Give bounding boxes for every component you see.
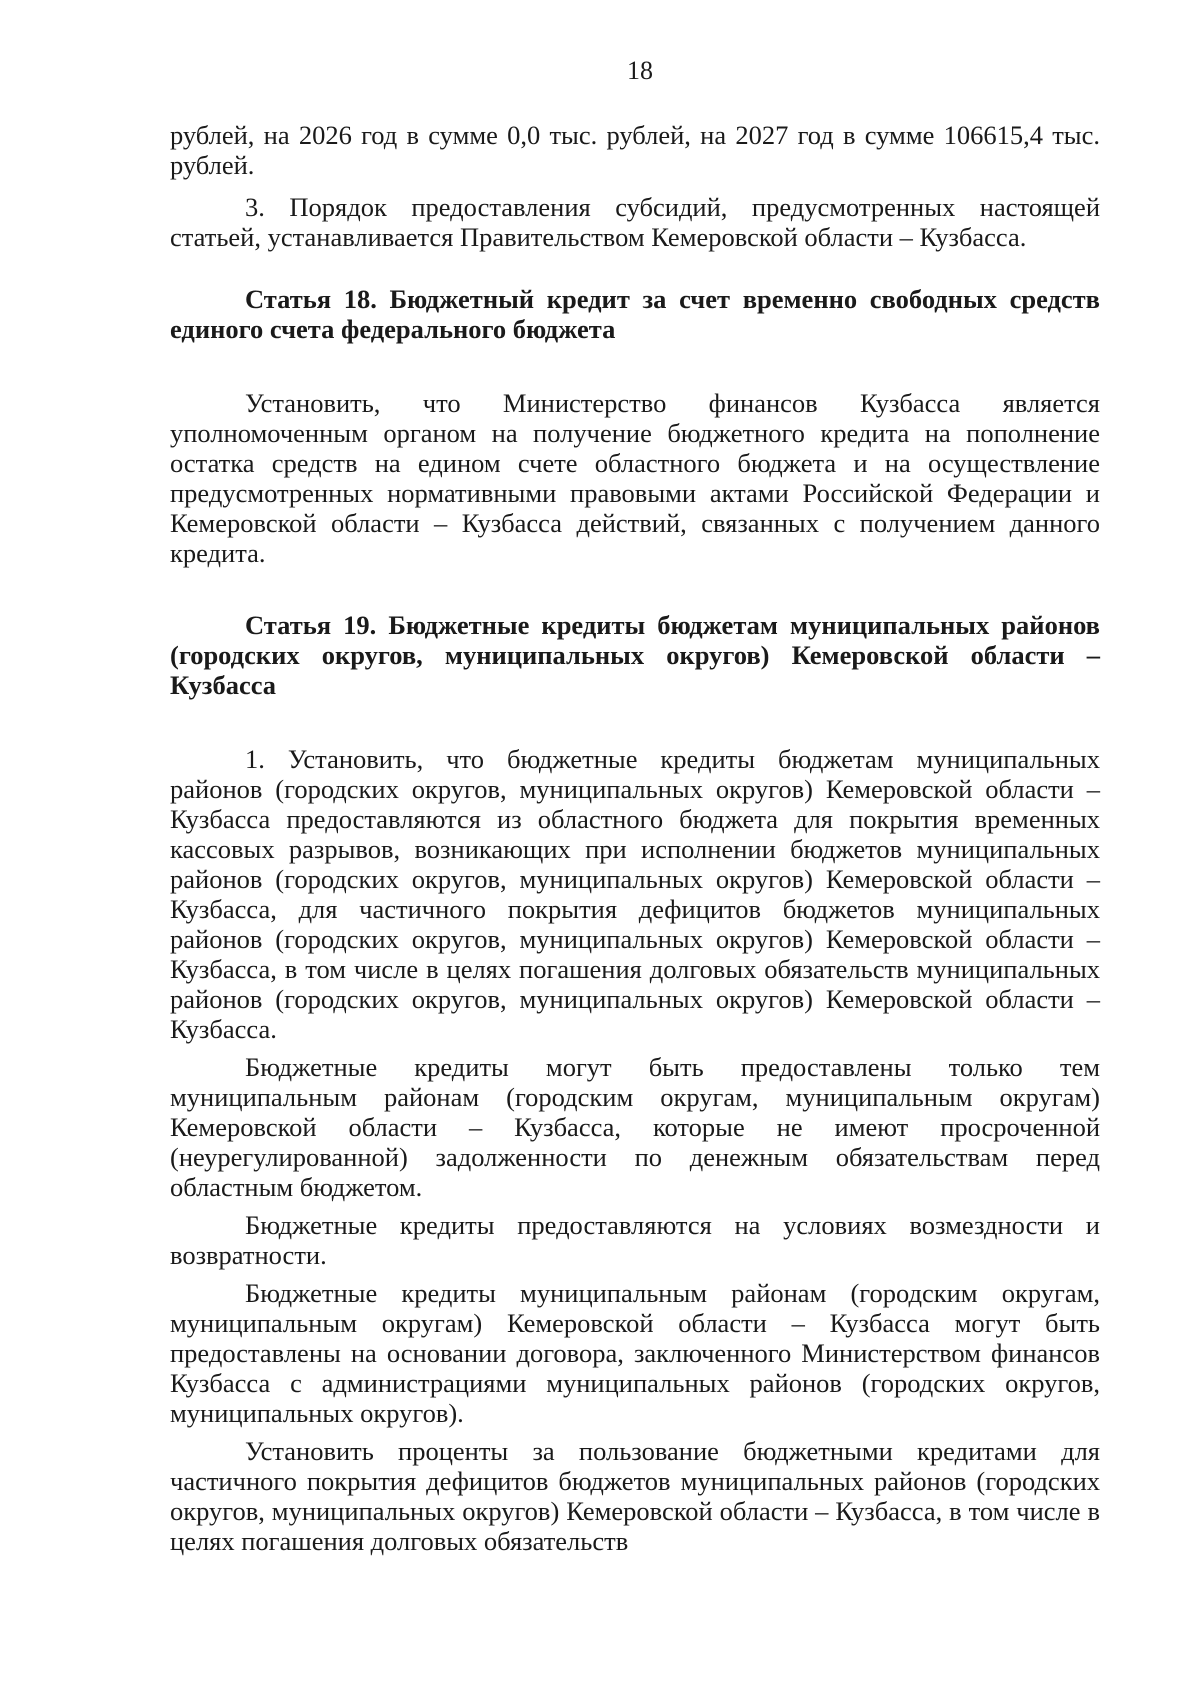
article-19-paragraph-5: Установить проценты за пользование бюджетными кредитами для частичного покрытия дефицитов бюджетов муниципальных районов (городских округов, муниципальных округов) Кемеровской области – Кузбасса, в том числе в целях погашения долговых обязательств (170, 1436, 1100, 1556)
article-18-heading: Статья 18. Бюджетный кредит за счет временно свободных средств единого счета федерального бюджета (170, 284, 1100, 344)
article-19-paragraph-3: Бюджетные кредиты предоставляются на условиях возмездности и возвратности. (170, 1210, 1100, 1270)
article-19-paragraph-1: 1. Установить, что бюджетные кредиты бюджетам муниципальных районов (городских округов, муниципальных округов) Кемеровской области – Кузбасса предоставляются из областного бюджета для покрытия временных кассовых разрывов, возникающих при исполнении бюджетов муниципальных районов (городских округов, муниципальных округов) Кемеровской области – Кузбасса, для частичного покрытия дефицитов бюджетов муниципальных районов (городских округов, муниципальных округов) Кемеровской области – Кузбасса, в том числе в целях погашения долговых обязательств муниципальных районов (городских округов, муниципальных округов) Кемеровской области – Кузбасса. (170, 744, 1100, 1044)
item-3-paragraph: 3. Порядок предоставления субсидий, предусмотренных настоящей статьей, устанавливается Правительством Кемеровской области – Кузбасса. (170, 192, 1100, 252)
article-18-body: Установить, что Министерство финансов Кузбасса является уполномоченным органом на получение бюджетного кредита на пополнение остатка средств на едином счете областного бюджета и на осуществление предусмотренных нормативными правовыми актами Российской Федерации и Кемеровской области – Кузбасса действий, связанных с получением данного кредита. (170, 388, 1100, 568)
article-19-heading: Статья 19. Бюджетные кредиты бюджетам муниципальных районов (городских округов, муниципальных округов) Кемеровской области – Кузбасса (170, 610, 1100, 700)
article-19-paragraph-4: Бюджетные кредиты муниципальным районам (городским округам, муниципальным округам) Кемеровской области – Кузбасса могут быть предоставлены на основании договора, заключенного Министерством финансов Кузбасса с администрациями муниципальных районов (городских округов, муниципальных округов). (170, 1278, 1100, 1428)
page-number: 18 (627, 56, 653, 85)
article-19-paragraph-2: Бюджетные кредиты могут быть предоставлены только тем муниципальным районам (городским округам, муниципальным округам) Кемеровской области – Кузбасса, которые не имеют просроченной (неурегулированной) задолженности по денежным обязательствам перед областным бюджетом. (170, 1052, 1100, 1202)
continuation-paragraph: рублей, на 2026 год в сумме 0,0 тыс. рублей, на 2027 год в сумме 106615,4 тыс. рублей. (170, 120, 1100, 180)
